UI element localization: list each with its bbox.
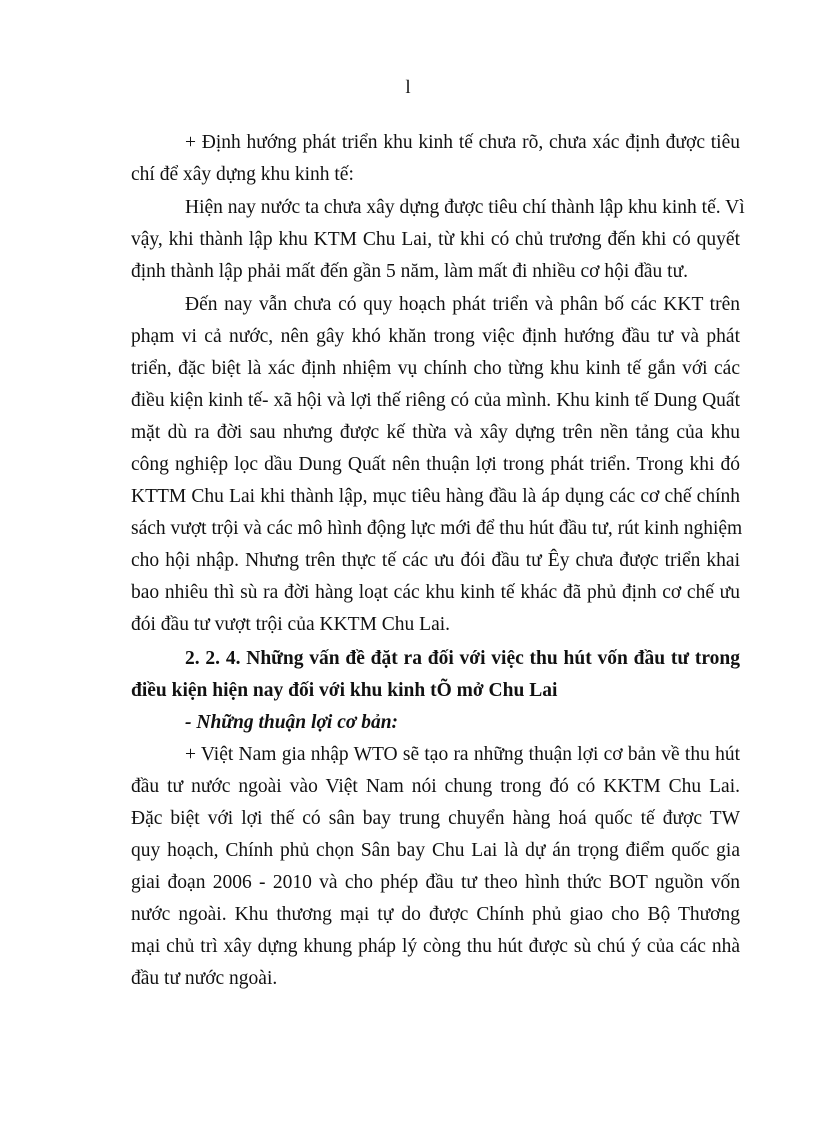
text-line: Đến nay vẫn chưa có quy hoạch phát triển và phân bố các KKT trên — [185, 294, 740, 315]
paragraph — [131, 289, 743, 641]
text-line: vậy, khi thành lập khu KTM Chu Lai, từ khi có chủ trương đến khi có quyết — [131, 229, 740, 250]
text-line: sách vượt trội và các mô hình động lực mới để thu hút đầu tư, rút kinh nghiệm — [131, 518, 743, 539]
text-line: triển, đặc biệt là xác định nhiệm vụ chính cho từng khu kinh tế gắn với các — [131, 358, 740, 379]
text-line: điều kiện hiện nay đối với khu kinh tÕ mở Chu Lai — [131, 680, 558, 701]
text-line: KTTM Chu Lai khi thành lập, mục tiêu hàng đầu là áp dụng các cơ chế chính — [131, 486, 740, 507]
text-line: + Định hướng phát triển khu kinh tế chưa rõ, chưa xác định được tiêu — [185, 132, 740, 153]
text-line: quy hoạch, Chính phủ chọn Sân bay Chu Lai là dự án trọng điểm quốc gia — [131, 840, 740, 861]
paragraph — [131, 192, 745, 288]
text-line: cho hội nhập. Nhưng trên thực tế các ưu đói đầu tư Êy chưa được triển khai — [131, 550, 740, 571]
text-line: định thành lập phải mất đến gần 5 năm, làm mất đi nhiều cơ hội đầu tư. — [131, 261, 689, 282]
text-line: mại chủ trì xây dựng khung pháp lý còng thu hút được sù chú ý của các nhà — [131, 936, 740, 957]
text-line: chí để xây dựng khu kinh tế: — [131, 164, 354, 185]
text-line: điều kiện kinh tế- xã hội và lợi thế riêng có của mình. Khu kinh tế Dung Quất — [131, 390, 740, 411]
text-line: đầu tư nước ngoài vào Việt Nam nói chung trong đó có KKTM Chu Lai. — [131, 776, 740, 797]
text-line: mặt dù ra đời sau nhưng được kế thừa và xây dựng trên nền tảng của khu — [131, 422, 740, 443]
text-line: 2. 2. 4. Những vấn đề đặt ra đối với việc thu hút vốn đầu tư trong — [185, 648, 740, 669]
subheading — [131, 707, 740, 739]
text-line: - Những thuận lợi cơ bản: — [185, 712, 399, 733]
paragraph — [131, 739, 740, 995]
text-line: Đặc biệt với lợi thế có sân bay trung chuyển hàng hoá quốc tế được TW — [131, 808, 740, 829]
text-line: bao nhiêu thì sù ra đời hàng loạt các khu kinh tế khác đã phủ định cơ chế ưu — [131, 582, 740, 603]
text-line: Hiện nay nước ta chưa xây dựng được tiêu chí thành lập khu kinh tế. Vì — [185, 197, 745, 218]
document-body — [131, 127, 745, 995]
text-line: phạm vi cả nước, nên gây khó khăn trong việc định hướng đầu tư và phát — [131, 326, 740, 347]
page-number: l — [405, 77, 411, 98]
text-line: giai đoạn 2006 - 2010 và cho phép đầu tư theo hình thức BOT nguồn vốn — [131, 872, 740, 893]
text-line: + Việt Nam gia nhập WTO sẽ tạo ra những thuận lợi cơ bản về thu hút — [185, 744, 740, 765]
section-heading — [131, 643, 740, 707]
text-line: đói đầu tư vượt trội của KKTM Chu Lai. — [131, 614, 451, 635]
text-line: đầu tư nước ngoài. — [131, 968, 278, 989]
orientation-heading — [131, 127, 740, 191]
text-line: công nghiệp lọc dầu Dung Quất nên thuận lợi trong phát triển. Trong khi đó — [131, 454, 740, 475]
text-line: nước ngoài. Khu thương mại tự do được Chính phủ giao cho Bộ Thương — [131, 904, 740, 925]
